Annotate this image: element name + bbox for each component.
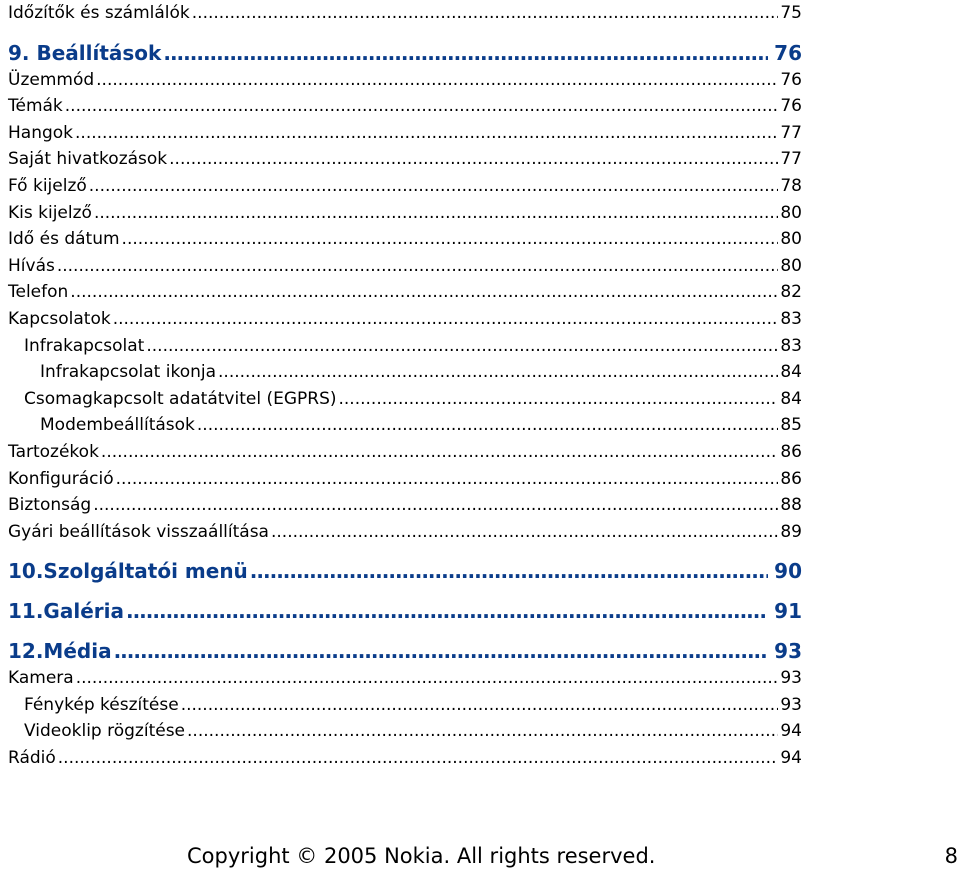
toc-page-number: 93 [774, 639, 802, 664]
page-footer [0, 838, 960, 874]
toc-dot-leader [94, 200, 778, 227]
toc-chapter-row[interactable] [8, 39, 802, 67]
toc-chapter-title: 12.Média [8, 639, 112, 664]
toc-entry-row[interactable] [8, 146, 802, 173]
toc-page-number: 93 [780, 668, 802, 689]
toc-page-number: 77 [780, 149, 802, 170]
toc-chapter-title: 10.Szolgáltatói menü [8, 559, 248, 584]
toc-entry-title: Infrakapcsolat ikonja [40, 362, 217, 383]
toc-page-number: 94 [780, 748, 802, 769]
toc-dot-leader [93, 492, 778, 519]
toc-dot-leader [113, 306, 779, 333]
toc-dot-leader [65, 93, 779, 120]
toc-entry-row[interactable] [8, 718, 802, 745]
toc-dot-leader [197, 412, 778, 439]
toc-entry-row[interactable] [8, 333, 802, 360]
toc-entry-title: Idő és dátum [8, 229, 120, 250]
table-of-contents [8, 0, 802, 772]
toc-dot-leader [114, 637, 769, 665]
toc-entry-row[interactable] [8, 492, 802, 519]
toc-entry-row[interactable] [8, 200, 802, 227]
toc-entry-title: Kapcsolatok [8, 308, 111, 329]
toc-entry-title: Konfiguráció [8, 468, 114, 489]
toc-chapter-row[interactable] [8, 637, 802, 665]
toc-entry-row[interactable] [8, 279, 802, 306]
toc-entry-row[interactable] [8, 173, 802, 200]
toc-page-number: 93 [780, 694, 802, 715]
toc-entry-row[interactable] [8, 519, 802, 546]
toc-dot-leader [58, 745, 779, 772]
toc-entry-row[interactable] [8, 359, 802, 386]
toc-dot-leader [146, 333, 778, 360]
toc-dot-leader [70, 279, 778, 306]
toc-dot-leader [116, 466, 779, 493]
toc-dot-leader [250, 557, 768, 585]
toc-chapter-title: 11.Galéria [8, 599, 124, 624]
toc-dot-leader [75, 120, 778, 147]
toc-entry-title: Kis kijelző [8, 202, 92, 223]
toc-entry-title: Fő kijelző [8, 175, 87, 196]
toc-entry-title: Rádió [8, 748, 56, 769]
toc-page-number: 83 [780, 308, 802, 329]
toc-chapter-title: 9. Beállítások [8, 40, 162, 65]
toc-entry-title: Hívás [8, 255, 55, 276]
toc-entry-title: Témák [8, 96, 63, 117]
toc-dot-leader [271, 519, 778, 546]
toc-entry-row[interactable] [8, 93, 802, 120]
toc-dot-leader [57, 253, 779, 280]
toc-entry-row[interactable] [8, 120, 802, 147]
toc-dot-leader [89, 173, 779, 200]
toc-dot-leader [126, 597, 768, 625]
chapter-spacer [8, 545, 802, 557]
toc-entry-title: Telefon [8, 282, 69, 303]
toc-dot-leader [169, 146, 778, 173]
toc-entry-row[interactable] [8, 253, 802, 280]
toc-page-number: 78 [780, 175, 802, 196]
toc-entry-title: Üzemmód [8, 69, 95, 90]
toc-page-number: 77 [780, 122, 802, 143]
toc-entry-title: Hangok [8, 122, 74, 143]
toc-entry-title: Infrakapcsolat [24, 335, 145, 356]
toc-entry-title: Kamera [8, 668, 74, 689]
chapter-spacer [8, 27, 802, 39]
toc-dot-leader [339, 386, 779, 413]
page-number: 8 [944, 844, 958, 868]
toc-dot-leader [218, 359, 778, 386]
toc-page-number: 85 [780, 415, 802, 436]
toc-entry-title: Biztonság [8, 495, 92, 516]
toc-dot-leader [96, 67, 778, 94]
toc-page-number: 76 [774, 40, 802, 65]
toc-dot-leader [181, 692, 779, 719]
toc-page-number: 84 [780, 388, 802, 409]
toc-entry-title: Tartozékok [8, 441, 99, 462]
toc-page-number: 86 [780, 468, 802, 489]
toc-entry-title: Csomagkapcsolt adatátvitel (EGPRS) [24, 388, 337, 409]
toc-page-number: 76 [780, 96, 802, 117]
toc-page-number: 88 [780, 495, 802, 516]
toc-dot-leader [187, 718, 778, 745]
copyright-notice: Copyright © 2005 Nokia. All rights reserved. [187, 844, 656, 868]
toc-page-number: 80 [780, 229, 802, 250]
toc-entry-title: Gyári beállítások visszaállítása [8, 521, 269, 542]
toc-page-number: 82 [780, 282, 802, 303]
toc-page-number: 76 [780, 69, 802, 90]
toc-entry-title: Saját hivatkozások [8, 149, 168, 170]
toc-entry-row[interactable] [8, 439, 802, 466]
toc-page-number: 84 [780, 362, 802, 383]
toc-entry-row[interactable] [8, 466, 802, 493]
toc-entry-title: Időzítők és számlálók [8, 3, 190, 23]
toc-entry-row[interactable] [8, 386, 802, 413]
toc-dot-leader [122, 226, 779, 253]
toc-chapter-row[interactable] [8, 557, 802, 585]
chapter-spacer [8, 585, 802, 597]
toc-entry-title: Fénykép készítése [24, 694, 179, 715]
toc-page-number: 80 [780, 255, 802, 276]
chapter-spacer [8, 625, 802, 637]
toc-page-number: 80 [780, 202, 802, 223]
toc-page-number: 86 [780, 441, 802, 462]
toc-page-number: 89 [780, 521, 802, 542]
toc-entry-title: Modembeállítások [40, 415, 195, 436]
toc-dot-leader [192, 0, 779, 27]
toc-page-number: 94 [780, 721, 802, 742]
toc-chapter-row[interactable] [8, 597, 802, 625]
toc-entry-row[interactable] [8, 306, 802, 333]
toc-entry-row[interactable] [8, 745, 802, 772]
toc-entry-row[interactable] [8, 412, 802, 439]
toc-entry-row[interactable] [8, 665, 802, 692]
toc-page-number: 90 [774, 559, 802, 584]
toc-dot-leader [163, 39, 768, 67]
toc-entry-title: Videoklip rögzítése [24, 721, 186, 742]
toc-dot-leader [101, 439, 778, 466]
toc-entry-row[interactable] [8, 226, 802, 253]
toc-page-number: 75 [780, 3, 802, 23]
toc-entry-row[interactable] [8, 692, 802, 719]
toc-dot-leader [76, 665, 779, 692]
toc-page-number: 83 [780, 335, 802, 356]
toc-page-number: 91 [774, 599, 802, 624]
toc-entry-row[interactable] [8, 0, 802, 27]
toc-entry-row[interactable] [8, 67, 802, 94]
